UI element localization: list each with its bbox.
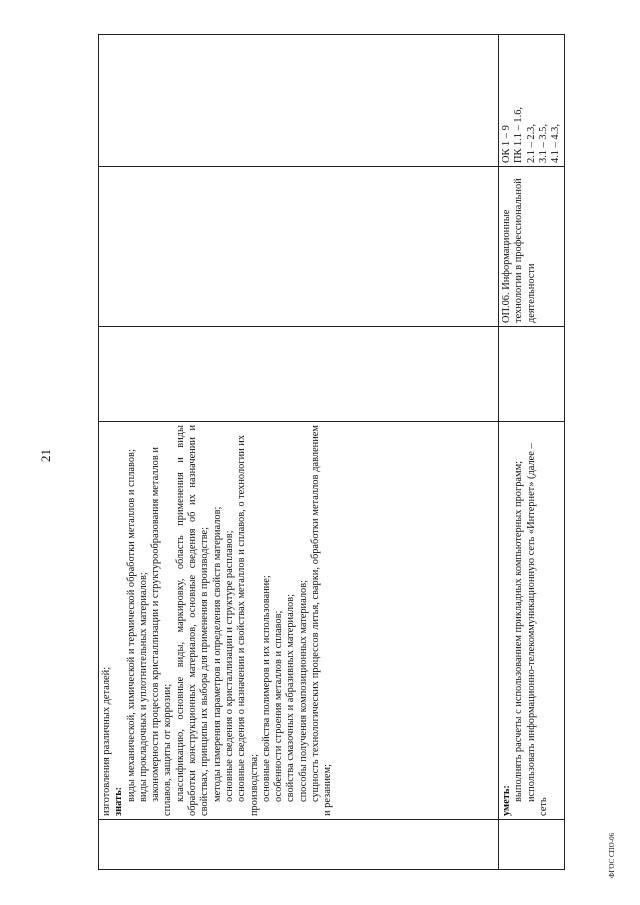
content-line: виды механической, химической и термической обработки металлов и сплавов; bbox=[125, 449, 137, 802]
competencies-list bbox=[501, 38, 562, 163]
skills-content bbox=[501, 425, 550, 816]
discipline-code-cell bbox=[99, 167, 499, 327]
competency-item: 2.1 – 2.3, bbox=[525, 124, 537, 163]
empty-cell bbox=[499, 327, 565, 422]
content-line: классификацию, основные виды, маркировку, область применения и виды обработки конструкционных материалов, основные сведения об их назначении и свойствах, принципы их выбора для применения в производстве; bbox=[174, 425, 211, 816]
table-row bbox=[99, 35, 499, 870]
left-blank-cell bbox=[99, 820, 499, 870]
competency-item: 3.1 – 3.5, bbox=[537, 124, 549, 163]
competency-item: 4.1 – 4.3, bbox=[550, 124, 562, 163]
content-line: изготовления различных деталей; bbox=[101, 666, 112, 816]
competencies-cell bbox=[499, 35, 565, 167]
left-blank-cell bbox=[499, 820, 565, 870]
content-line: основные свойства полимеров и их использование; bbox=[260, 575, 272, 802]
section-heading: знать: bbox=[113, 786, 125, 816]
knowledge-cell bbox=[99, 422, 499, 820]
competency-item: ОК 1 – 9 bbox=[501, 125, 512, 163]
content-line: использовать информационно-телекоммуникационную сеть «Интернет» (далее – сеть bbox=[525, 443, 549, 816]
competencies-cell bbox=[99, 35, 499, 167]
content-line: закономерности процессов кристаллизации и структурообразования металлов и сплавов, защиты от коррозии; bbox=[150, 447, 174, 816]
table-row bbox=[499, 35, 565, 870]
skills-cell bbox=[499, 422, 565, 820]
rotated-table-wrapper bbox=[98, 35, 562, 870]
competency-item: ПК 1.1 – 1.6, bbox=[513, 107, 525, 163]
empty-cell bbox=[99, 327, 499, 422]
content-line: сущность технологических процессов литья, сварки, обработки металлов давлением и резанием; bbox=[310, 425, 334, 816]
content-line: виды прокладочных и уплотнительных материалов; bbox=[137, 572, 149, 802]
knowledge-content bbox=[101, 425, 335, 816]
content-line: особенности строения металлов и сплавов; bbox=[273, 610, 285, 802]
content-line: выполнять расчеты с использованием прикладных компьютерных программ; bbox=[513, 460, 525, 802]
section-heading: уметь: bbox=[501, 785, 512, 816]
content-line: основные сведения о назначении и свойствах металлов и сплавов, о технологии их производства; bbox=[236, 434, 260, 816]
content-line: свойства смазочных и абразивных материалов; bbox=[285, 594, 297, 802]
content-line: методы измерения параметров и определения свойств материалов; bbox=[211, 506, 223, 802]
content-line: способы получения композиционных материалов; bbox=[297, 580, 309, 802]
footer-label: ФГОС СПО-06 bbox=[608, 832, 616, 878]
discipline-code-cell: ОП.06. Информационные технологии в профессиональной деятельности bbox=[499, 167, 565, 327]
page-number: 21 bbox=[38, 449, 53, 462]
competency-table bbox=[98, 34, 565, 870]
content-line: основные сведения о кристаллизации и структуре расплавов; bbox=[223, 530, 235, 802]
